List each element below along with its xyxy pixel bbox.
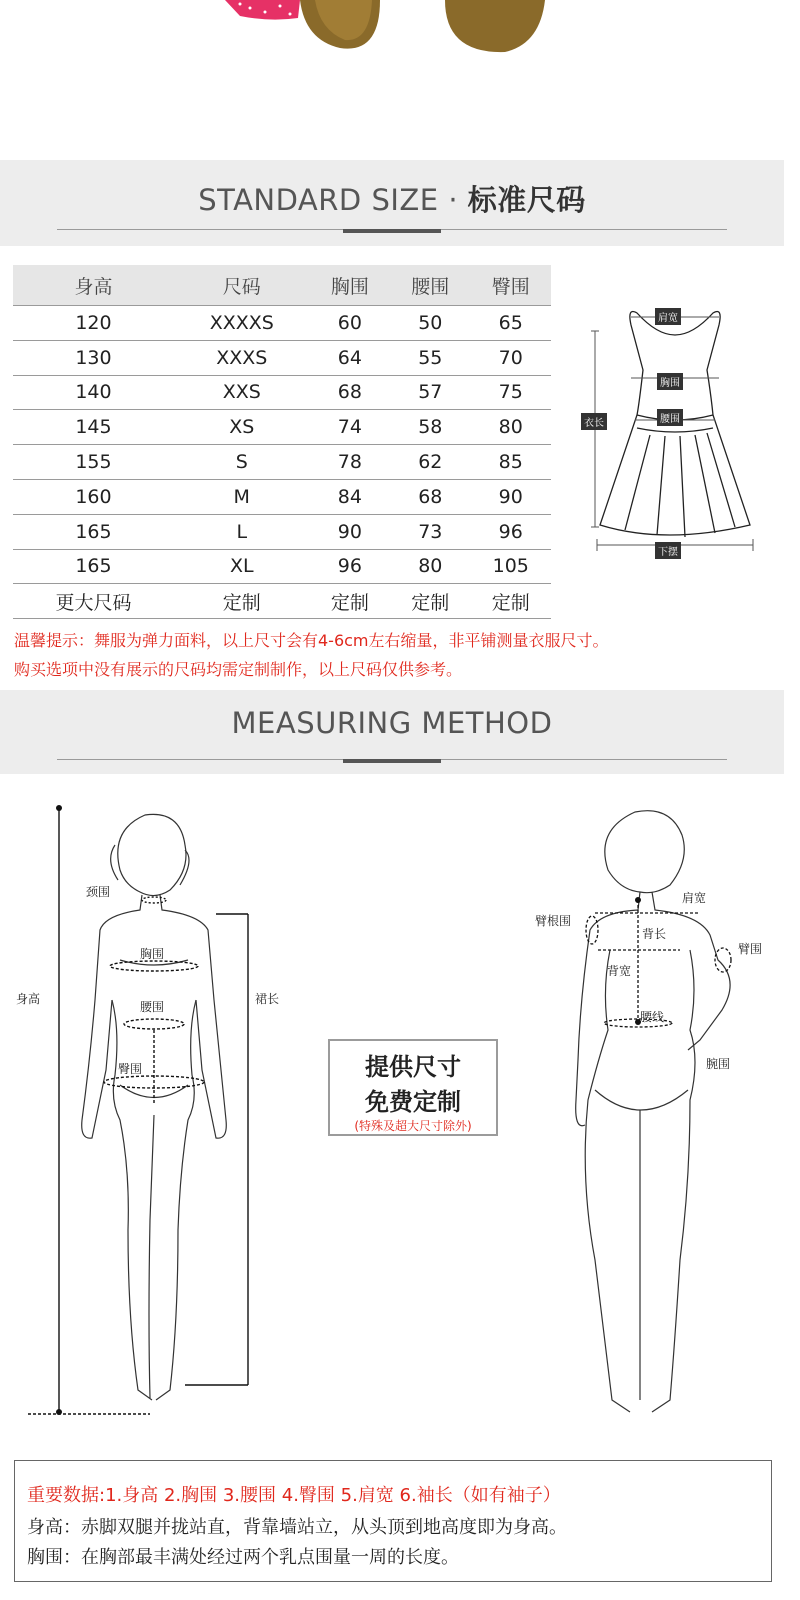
- standard-size-header: [0, 160, 784, 246]
- size-table-cell: 96: [471, 514, 551, 549]
- back-wrist-label: 腕围: [706, 1057, 731, 1071]
- info-important: 重要数据:1.身高 2.胸围 3.腰围 4.臀围 5.肩宽 6.袖长（如有袖子）: [27, 1485, 561, 1506]
- size-table-cell: 120: [13, 306, 174, 341]
- size-table-row: [13, 514, 551, 549]
- col-height: 身高: [13, 265, 174, 306]
- custom-line-1: 提供尺寸: [365, 1053, 461, 1081]
- size-table-cell: 58: [390, 410, 470, 445]
- col-hip: 臀围: [471, 265, 551, 306]
- size-table-cell: 130: [13, 340, 174, 375]
- dress-chest-tag: 胸围: [657, 373, 683, 390]
- dress-diagram: [565, 295, 780, 570]
- size-table-cell: 定制: [310, 584, 390, 619]
- front-height-label: 身高: [16, 992, 41, 1006]
- size-table-header-row: [13, 265, 551, 306]
- front-skirt-length-label: 裙长: [255, 992, 280, 1006]
- size-table-cell: XS: [174, 410, 310, 445]
- back-armhole-label: 臂根围: [535, 914, 572, 928]
- info-chest-desc: 胸围：在胸部最丰满处经过两个乳点围量一周的长度。: [27, 1547, 459, 1568]
- front-hip-label: 臀围: [118, 1062, 143, 1076]
- back-length-label: 背长: [642, 927, 667, 941]
- size-table-cell: 60: [310, 306, 390, 341]
- size-table-cell: XXXXS: [174, 306, 310, 341]
- measuring-method-header: [0, 690, 784, 774]
- size-table-cell: 145: [13, 410, 174, 445]
- size-table-cell: 80: [390, 549, 470, 584]
- size-table-cell: XXXS: [174, 340, 310, 375]
- size-table-cell: 90: [471, 479, 551, 514]
- size-table-cell: 定制: [174, 584, 310, 619]
- size-table-cell: 62: [390, 445, 470, 480]
- header-underline: [343, 229, 441, 233]
- notice-line-1: 温馨提示：舞服为弹力面料，以上尺寸会有4-6cm左右缩量，非平铺测量衣服尺寸。: [14, 631, 609, 650]
- size-table-cell: 55: [390, 340, 470, 375]
- size-table-cell: 84: [310, 479, 390, 514]
- dress-length-tag: 衣长: [581, 413, 607, 430]
- size-table-cell: 165: [13, 514, 174, 549]
- size-table-cell: 70: [471, 340, 551, 375]
- size-table-row: [13, 375, 551, 410]
- size-table-cell: 85: [471, 445, 551, 480]
- size-table-cell: 160: [13, 479, 174, 514]
- col-waist: 腰围: [390, 265, 470, 306]
- dress-waist-tag: 腰围: [657, 409, 683, 426]
- size-table-cell: 57: [390, 375, 470, 410]
- size-table-cell: S: [174, 445, 310, 480]
- size-table-cell: 68: [390, 479, 470, 514]
- size-table: [13, 265, 551, 619]
- measurement-info-box: [14, 1460, 772, 1582]
- front-waist-label: 腰围: [140, 1000, 165, 1014]
- size-table-cell: 96: [310, 549, 390, 584]
- standard-size-title: [0, 178, 784, 219]
- title-en: STANDARD SIZE ·: [198, 183, 459, 217]
- back-width-label: 背宽: [607, 964, 632, 978]
- dress-hem-tag: 下摆: [655, 542, 681, 559]
- size-table-cell: M: [174, 479, 310, 514]
- size-table-cell: 50: [390, 306, 470, 341]
- size-table-cell: 90: [310, 514, 390, 549]
- size-table-cell: XL: [174, 549, 310, 584]
- measuring-underline: [343, 759, 441, 763]
- size-table-cell: 155: [13, 445, 174, 480]
- front-neck-label: 颈围: [86, 885, 111, 899]
- back-arm-label: 臂围: [738, 942, 763, 956]
- size-table-cell: 75: [471, 375, 551, 410]
- col-size: 尺码: [174, 265, 310, 306]
- front-chest-label: 胸围: [140, 947, 165, 961]
- size-table-row: [13, 479, 551, 514]
- size-table-row: [13, 340, 551, 375]
- size-table-cell: 定制: [471, 584, 551, 619]
- size-table-row: [13, 410, 551, 445]
- title-cn: 标准尺码: [467, 183, 586, 217]
- size-table-cell: 73: [390, 514, 470, 549]
- size-table-cell: 更大尺码: [13, 584, 174, 619]
- back-shoulder-label: 肩宽: [682, 891, 707, 905]
- front-body-diagram: [20, 800, 290, 1425]
- size-table-cell: 78: [310, 445, 390, 480]
- size-table-cell: 74: [310, 410, 390, 445]
- size-table-cell: 65: [471, 306, 551, 341]
- size-table-cell: L: [174, 514, 310, 549]
- custom-size-box: [328, 1039, 498, 1136]
- size-table-cell: 140: [13, 375, 174, 410]
- size-table-cell: XXS: [174, 375, 310, 410]
- size-table-row: [13, 584, 551, 619]
- product-photo-crop: [0, 0, 784, 120]
- info-height-desc: 身高：赤脚双腿并拢站直，背靠墙站立，从头顶到地高度即为身高。: [27, 1517, 567, 1538]
- size-table-cell: 68: [310, 375, 390, 410]
- size-table-cell: 64: [310, 340, 390, 375]
- notice-line-2: 购买选项中没有展示的尺码均需定制制作，以上尺码仅供参考。: [14, 660, 463, 679]
- size-table-cell: 80: [471, 410, 551, 445]
- product-photo-image: [0, 0, 784, 120]
- back-body-diagram: [540, 800, 780, 1425]
- custom-line-2: 免费定制: [365, 1088, 461, 1116]
- size-table-row: [13, 306, 551, 341]
- back-waistline-label: 腰线: [640, 1010, 665, 1024]
- custom-note: (特殊及超大尺寸除外): [354, 1119, 472, 1133]
- dress-shoulder-tag: 肩宽: [655, 308, 681, 325]
- measuring-title: MEASURING METHOD: [231, 706, 553, 740]
- size-table-row: [13, 445, 551, 480]
- col-chest: 胸围: [310, 265, 390, 306]
- size-table-cell: 定制: [390, 584, 470, 619]
- size-table-row: [13, 549, 551, 584]
- size-table-cell: 105: [471, 549, 551, 584]
- size-table-cell: 165: [13, 549, 174, 584]
